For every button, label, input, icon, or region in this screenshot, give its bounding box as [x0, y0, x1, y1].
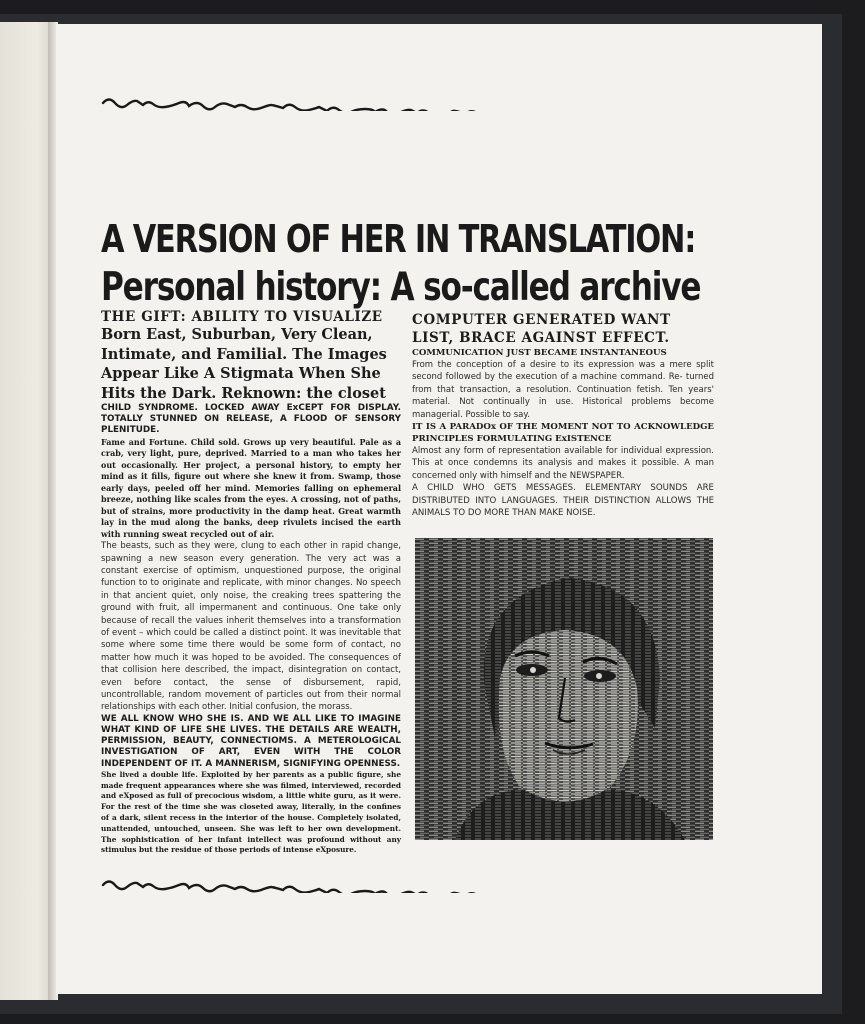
who-she-is-paragraph: WE ALL KNOW WHO SHE IS. AND WE ALL LIKE TO IMAGINE WHAT KIND OF LIFE SHE LIVES. THE DETAILS ARE WEALTH, PERMISSION, BEAUTY, CONNECTIOMS. A METEROLOGICAL INVESTIGATION OF ART, EVEN WITH THE COLOR INDEPENDENT OF IT. A MANNERISM, SIGNIFYING OPENNESS. — [101, 713, 401, 769]
want-list-heading: COMPUTER GENERATED WANT LIST, BRACE AGAINST EFFECT. — [412, 312, 671, 346]
fame-paragraph: Fame and Fortune. Child sold. Grows up very beautiful. Pale as a crab, very light, pure, deprived. Married to a man who takes her out occasionally. Her project, a personal history, to empty her mind as it fills, figure out where she knew it from. Swamp, those early days, peeled off her mind. Memories falling on ephemeral breeze, nothing like scales from the eyes. A crossing, not of paths, but of strains, more productivity in the damp heat. Great warmth lay in the mud along the banks, deep rivulets incised the earth with running sweat recycled out of air. — [101, 436, 401, 539]
woodcut-portrait-image — [415, 538, 713, 840]
bottom-squiggle-rule — [101, 879, 707, 893]
gift-heading: THE GIFT: ABILITY TO VISUALIZE — [101, 309, 383, 325]
top-squiggle-rule — [101, 97, 707, 111]
book-page — [56, 24, 822, 994]
paradox-subheading: IT IS A PARADOx OF THE MOMENT NOT TO ACKNOWLEDGE PRINCIPLES FORMULATING ExISTENCE — [412, 422, 714, 445]
child-messages-paragraph: A CHILD WHO GETS MESSAGES. ELEMENTARY SOUNDS ARE DISTRIBUTED INTO LANGUAGES. THEIR DISTINCTION ALLOWS THE ANIMALS TO DO MORE THAN MAKE NOISE. — [412, 483, 714, 519]
double-life-paragraph: She lived a double life. Exploited by her parents as a public figure, she made frequent appearances where she was filmed, interviewed, recorded and eXposed as full of precocious wisdom, a little white guru, as it were. For the rest of the time she was closeted away, literally, in the confines of a dark, silent recess in the interior of the house. Completely isolated, unattended, untouched, unseen. She was left to her own development. The sophistication of her infant intellect was profound without any stimulus but the residue of those periods of intense eXposure. — [101, 769, 401, 855]
representation-paragraph: Almost any form of representation available for individual expression. This at once condemns its analysis and makes it possible. A man concerned only with himself and the NEWSPAPER. — [412, 446, 714, 481]
facing-page-edge — [0, 22, 52, 1000]
right-column — [412, 311, 714, 520]
headline-line-2: Personal history: A so-called archive — [101, 265, 701, 310]
syndrome-paragraph: CHILD SYNDROME. LOCKED AWAY ExCEPT FOR DISPLAY. TOTALLY STUNNED ON RELEASE, A FLOOD OF SENSORY PLENITUDE. — [101, 403, 401, 436]
left-column — [101, 309, 401, 856]
beasts-paragraph: The beasts, such as they were, clung to each other in rapid change, spawning a new season every generation. The very act was a constant exercise of optimism, unquestioned purpose, the original function to to originate and replicate, with minor changes. No speech in that ancient quiet, only noise, the creaking trees spattering the ground with fruit, all impermanent and continuous. One take only because of recall the values inherit themselves into a transformation of event – which could be called a distinct point. It was inevitable that some where some time there would be some form of contact, no matter how much it was hoped to be avoided. The consequences of that collision here described, the impact, disintegration on contact, even before contact, the sense of disbursement, rapid, uncontrollable, random movement of particles out from their normal relationships with each other. Initial confusion, the morass. — [101, 541, 401, 713]
headline-line-1: A VERSION OF HER IN TRANSLATION: — [101, 217, 696, 261]
born-paragraph: Born East, Suburban, Very Clean, Intimate, and Familial. The Images Appear Like A Stigmata When She Hits the Dark. Reknown: the closet — [101, 326, 387, 402]
communication-subheading: COMMUNICATION JUST BECAME INSTANTANEOUS — [412, 348, 667, 358]
conception-paragraph: From the conception of a desire to its expression was a mere split second followed by the execution of a machine command. Re- turned from that transaction, a resolution. Continuation fetish. Ten years' material. Not continually in use. Historical problems become managerial. Possible to say. — [412, 360, 714, 420]
